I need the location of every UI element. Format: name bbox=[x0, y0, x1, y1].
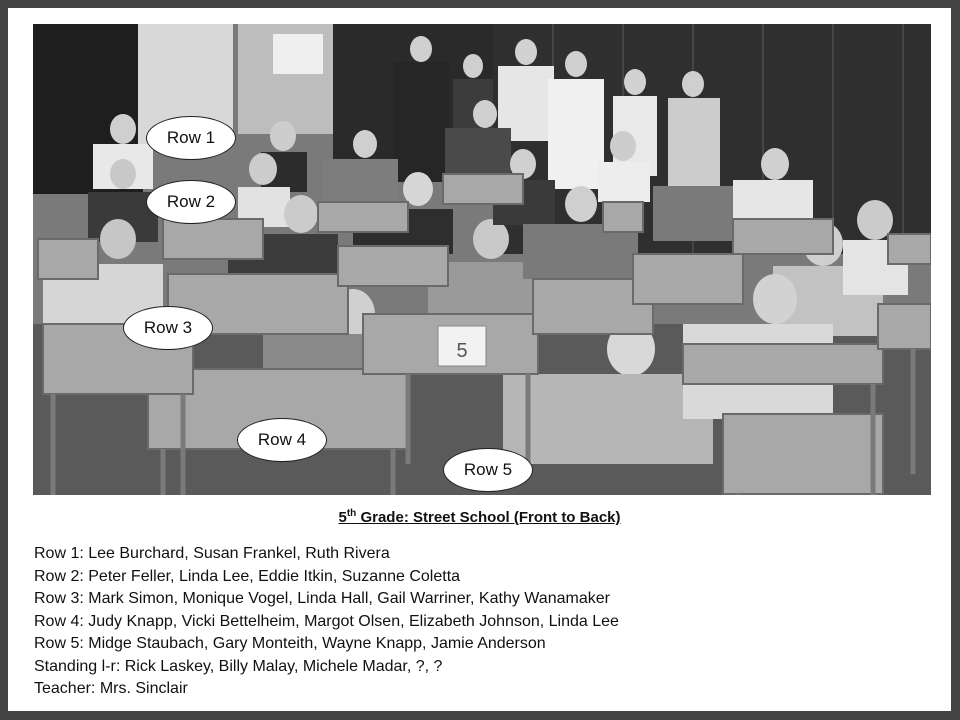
row-5-label: Row 5 bbox=[443, 448, 533, 492]
caption-grade-suffix: th bbox=[346, 508, 357, 519]
roster-row-5: Row 5: Midge Staubach, Gary Monteith, Wayne Knapp, Jamie Anderson bbox=[34, 635, 546, 652]
roster-row-4: Row 4: Judy Knapp, Vicki Bettelheim, Margot Olsen, Elizabeth Johnson, Linda Lee bbox=[34, 612, 619, 630]
classroom-illustration bbox=[33, 24, 931, 495]
roster-teacher: Teacher: Mrs. Sinclair bbox=[34, 680, 188, 697]
student-roster bbox=[34, 543, 914, 701]
roster-row-3: Row 3: Mark Simon, Monique Vogel, Linda Hall, Gail Warriner, Kathy Wanamaker bbox=[34, 590, 610, 607]
row-1-label: Row 1 bbox=[146, 116, 236, 160]
row-4-label: Row 4 bbox=[237, 418, 327, 462]
roster-standing: Standing l-r: Rick Laskey, Billy Malay, Michele Madar, ?, ? bbox=[34, 657, 443, 675]
slide bbox=[8, 8, 951, 711]
class-photo bbox=[33, 24, 931, 495]
caption-title-text: Grade: Street School (Front to Back) bbox=[356, 509, 621, 526]
caption-grade-number: 5 bbox=[338, 509, 347, 526]
row-3-label: Row 3 bbox=[123, 306, 213, 350]
roster-row-2: Row 2: Peter Feller, Linda Lee, Eddie Itkin, Suzanne Coletta bbox=[34, 567, 461, 585]
desk-sign-number: 5 bbox=[456, 340, 468, 362]
photo-caption bbox=[8, 508, 951, 526]
roster-row-1: Row 1: Lee Burchard, Susan Frankel, Ruth Rivera bbox=[34, 545, 390, 562]
row-2-label: Row 2 bbox=[146, 180, 236, 224]
